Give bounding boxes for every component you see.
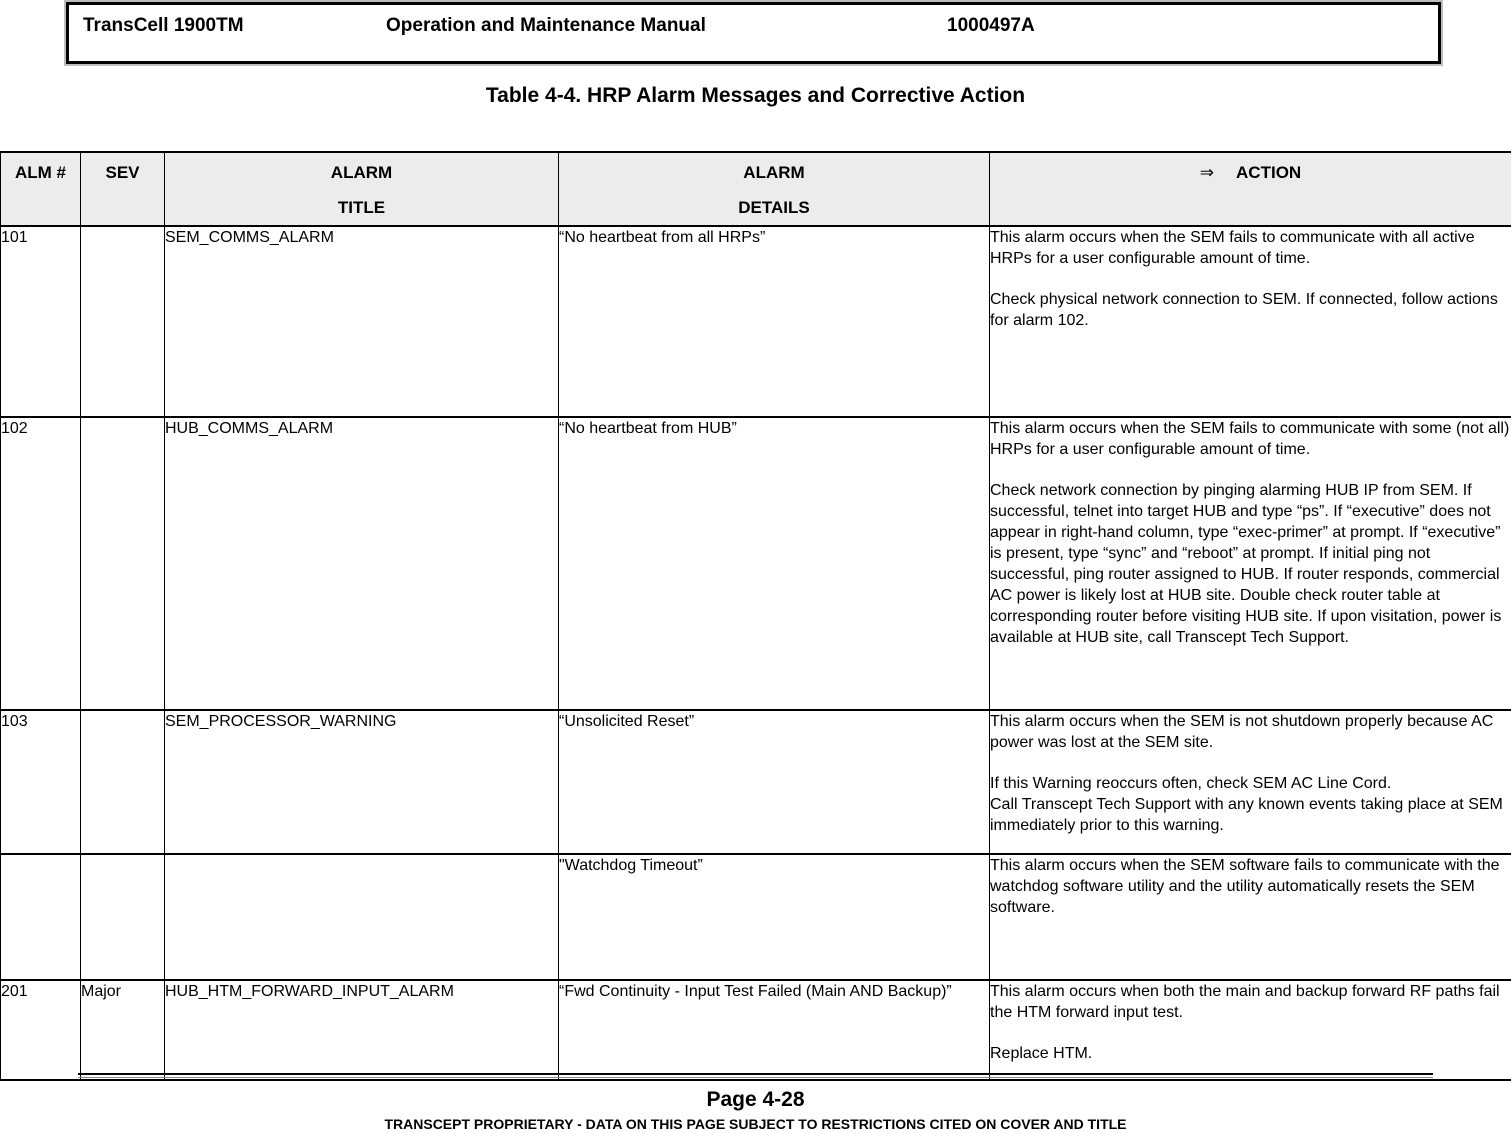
action-text: This alarm occurs when the SEM fails to communicate with some (not all) HRPs for a user configurable amount of time. Check network connection by pinging alarming HUB IP from SEM. If successful, telnet into target HUB and type “ps”. If “executive” does not appear in right-hand column, type “exec-primer” at prompt. If “executive” is present, type “sync” and “reboot” at prompt. If initial ping not successful, ping router assigned to HUB. If router responds, commercial AC power is likely lost at HUB site. Double check router table at corresponding router before visiting HUB site. If upon visitation, power is available at HUB site, call Transcept Tech Support. xyxy=(990,417,1511,710)
table-row xyxy=(1,226,1511,417)
severity xyxy=(81,854,165,980)
severity: Major xyxy=(81,980,165,1080)
table-row xyxy=(1,417,1511,710)
alarm-details: “No heartbeat from HUB” xyxy=(559,417,990,710)
action-text: This alarm occurs when the SEM is not shutdown properly because AC power was lost at the SEM site. If this Warning reoccurs often, check SEM AC Line Cord. Call Transcept Tech Support with any known events taking place at SEM immediately prior to this warning. xyxy=(990,710,1511,854)
page-number: Page 4-28 xyxy=(706,1088,805,1111)
table-row xyxy=(1,980,1511,1080)
header-alm-number: ALM # xyxy=(1,152,81,226)
alarm-details: “No heartbeat from all HRPs” xyxy=(559,226,990,417)
document-number: 1000497A xyxy=(947,15,1035,36)
arrow-right-icon: ⇒ xyxy=(1199,163,1215,182)
header-action: ⇒ ACTION xyxy=(990,152,1511,226)
alm-number: 103 xyxy=(1,710,81,854)
alm-number: 201 xyxy=(1,980,81,1080)
severity xyxy=(81,710,165,854)
alarm-table xyxy=(0,151,1511,1081)
alarm-details: “Fwd Continuity - Input Test Failed (Main AND Backup)” xyxy=(559,980,990,1080)
alarm-details: “Unsolicited Reset” xyxy=(559,710,990,854)
action-text: This alarm occurs when both the main and backup forward RF paths fail the HTM forward input test. Replace HTM. xyxy=(990,980,1511,1080)
table-header-row xyxy=(1,152,1511,226)
alarm-title: SEM_COMMS_ALARM xyxy=(165,226,559,417)
table-row xyxy=(1,854,1511,980)
alarm-title: SEM_PROCESSOR_WARNING xyxy=(165,710,559,854)
alarm-title: HUB_HTM_FORWARD_INPUT_ALARM xyxy=(165,980,559,1080)
header-severity: SEV xyxy=(81,152,165,226)
proprietary-notice: TRANSCEPT PROPRIETARY - DATA ON THIS PAGE SUBJECT TO RESTRICTIONS CITED ON COVER AND TITLE xyxy=(384,1116,1127,1132)
alarm-title: HUB_COMMS_ALARM xyxy=(165,417,559,710)
severity xyxy=(81,226,165,417)
document-header xyxy=(66,2,1441,64)
manual-name: Operation and Maintenance Manual xyxy=(386,15,706,36)
alm-number xyxy=(1,854,81,980)
table-title: Table 4-4. HRP Alarm Messages and Corrective Action xyxy=(485,84,1026,107)
alarm-details: "Watchdog Timeout” xyxy=(559,854,990,980)
alm-number: 101 xyxy=(1,226,81,417)
table-row xyxy=(1,710,1511,854)
action-text: This alarm occurs when the SEM software fails to communicate with the watchdog software utility and the utility automatically resets the SEM software. xyxy=(990,854,1511,980)
alm-number: 102 xyxy=(1,417,81,710)
alarm-title xyxy=(165,854,559,980)
footer-divider xyxy=(78,1073,1433,1078)
header-alarm-details: ALARM DETAILS xyxy=(559,152,990,226)
action-text: This alarm occurs when the SEM fails to communicate with all active HRPs for a user configurable amount of time. Check physical network connection to SEM. If connected, follow actions for alarm 102. xyxy=(990,226,1511,417)
severity xyxy=(81,417,165,710)
product-name: TransCell 1900TM xyxy=(83,15,244,36)
header-alarm-title: ALARM TITLE xyxy=(165,152,559,226)
